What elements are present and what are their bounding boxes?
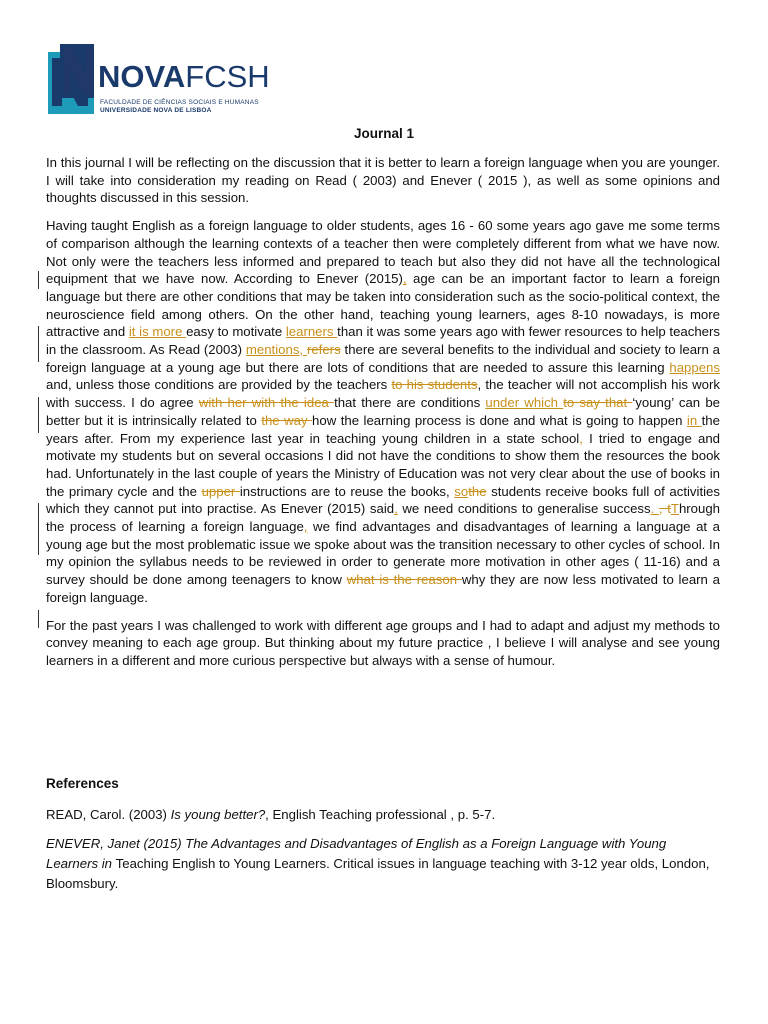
tracked-deletion: what is the reason [346,572,462,588]
journal-body [46,154,720,680]
change-bar [38,610,39,628]
logo-faculty-name: FACULDADE DE CIÊNCIAS SOCIAIS E HUMANAS [100,99,259,106]
logo-word-fcsh: FCSH [185,59,270,94]
logo-word-nova: NOVA [98,59,186,94]
tracked-insertion: happens [669,359,720,375]
university-logo [48,44,268,116]
paragraph-conclusion: For the past years I was challenged to work with different age groups and I had to adapt and adjust my methods to convey meaning to each age group. But thinking about my future practice , I believe I will analyse and see young learners in a different and more curious perspective but always with a sense of humour. [46,617,720,668]
text-run: the years after. From my experience last year in teaching young children in a state school [46,412,720,446]
text-run: , the teacher will not accomplish his work with success. I do agree [46,377,720,411]
tracked-insertion: in [686,412,702,428]
logo-wordmark [98,60,270,94]
text-run: age can be an important factor to learn a foreign language but there are other conditions that may be taken into consideration such as the socio-political context, the neuroscience field among others. On the other hand, teaching young learners, ages 8-10 nowadays, is more attractive and [46,271,720,340]
tracked-deletion: upper [201,483,240,499]
tracked-deletion: the way [261,412,313,428]
tracked-insertion: so [454,483,469,499]
text-run: there are several benefits to the individual and society to learn a foreign language at a young age but there are lots of conditions that are needed to assure this learning [46,342,720,375]
tracked-insertion: T [670,501,679,517]
change-bar [38,397,39,433]
nova-logo-icon [48,44,96,114]
text-run: I tried to engage and motivate my students but on several occasions I did not have the conditions to show them the resources the book had. Unfortunately in the last couple of years the Ministry of Education was not very clear about the use of books in the primary cycle and the [46,430,720,499]
reference-title: Is young better? [170,807,266,822]
references-heading: References [46,776,119,791]
reference-enever [46,834,720,894]
text-run: we need conditions to generalise success [397,501,651,517]
reference-title: ENEVER, Janet (2015) The Advantages and Disadvantages of English as a Foreign Language with Young Learners in [46,836,667,871]
tracked-deletion: refers [306,342,341,358]
text-run: , English Teaching professional , p. 5-7. [265,807,496,822]
tracked-insertion: mentions, [245,342,307,358]
tracked-deletion: , t [658,501,671,517]
tracked-deletion: with her with the idea [198,395,335,411]
text-run: why they are now less motivated to learn a foreign language. [46,572,720,605]
text-run: than it was some years ago with fewer resources to help teachers in the classroom. As Read (2003) [46,324,721,358]
text-run: instructions are to reuse the books, [239,483,455,499]
tracked-insertion: , [394,501,398,517]
text-run: READ, Carol. (2003) [46,807,171,822]
text-run: ‘young’ can be better but it is intrinsically related to [46,395,720,428]
tracked-deletion: to his students [391,377,478,393]
tracked-insertion: , [402,271,407,287]
tracked-insertion: . [650,501,659,517]
tracked-insertion: it is more [128,324,187,340]
journal-title: Journal 1 [353,126,415,141]
text-run: Teaching English to Young Learners. Critical issues in language teaching with 3-12 year olds, London, Bloomsbury. [46,856,710,891]
text-run: students receive books full of activities which they cannot put into practise. As Enever (2015) said [46,483,720,517]
text-run: that there are conditions [334,395,486,411]
tracked-insertion: under which [485,395,564,411]
text-run: and, unless those conditions are provided by the teachers [46,377,392,393]
text-run: hrough the process of learning a foreign language [46,501,721,535]
paragraph-intro: In this journal I will be reflecting on the discussion that it is better to learn a foreign language when you are younger. I will take into consideration my reading on Read ( 2003) and Enever ( 2015 ), as well as some opinions and thoughts discussed in this session. [46,155,720,206]
tracked-insertion: learners [285,324,338,340]
tracked-insertion: , [303,519,308,535]
tracked-deletion: to say that [563,395,633,411]
change-bar [38,503,39,555]
text-run: easy to motivate [186,324,286,340]
change-bar [38,271,39,289]
tracked-insertion: , [579,430,583,446]
logo-university-name: UNIVERSIDADE NOVA DE LISBOA [100,107,212,114]
paragraph-main [46,217,720,606]
tracked-deletion: the [468,483,487,499]
text-run: we find advantages and disadvantages of learning a language at a young age but the most problematic issue we spoke about was the transition necessary to other cycles of school. In my opinion the syllabus needs to be reviewed in order to generate more motivation in other ages ( 11-16) and a survey should be done among teenagers to know [46,519,720,588]
reference-read [46,805,720,825]
text-run: how the learning process is done and what is going to happen [312,412,687,428]
change-bar [38,326,39,362]
text-run: Having taught English as a foreign language to older students, ages 16 - 60 some years ago gave me some terms of comparison although the learning contexts of a teacher then were completely different from what we have now. Not only were the teachers less informed and prepared to teach but also they did not have all the technological equipment that we have now. According to Enever (2015) [46,218,720,287]
